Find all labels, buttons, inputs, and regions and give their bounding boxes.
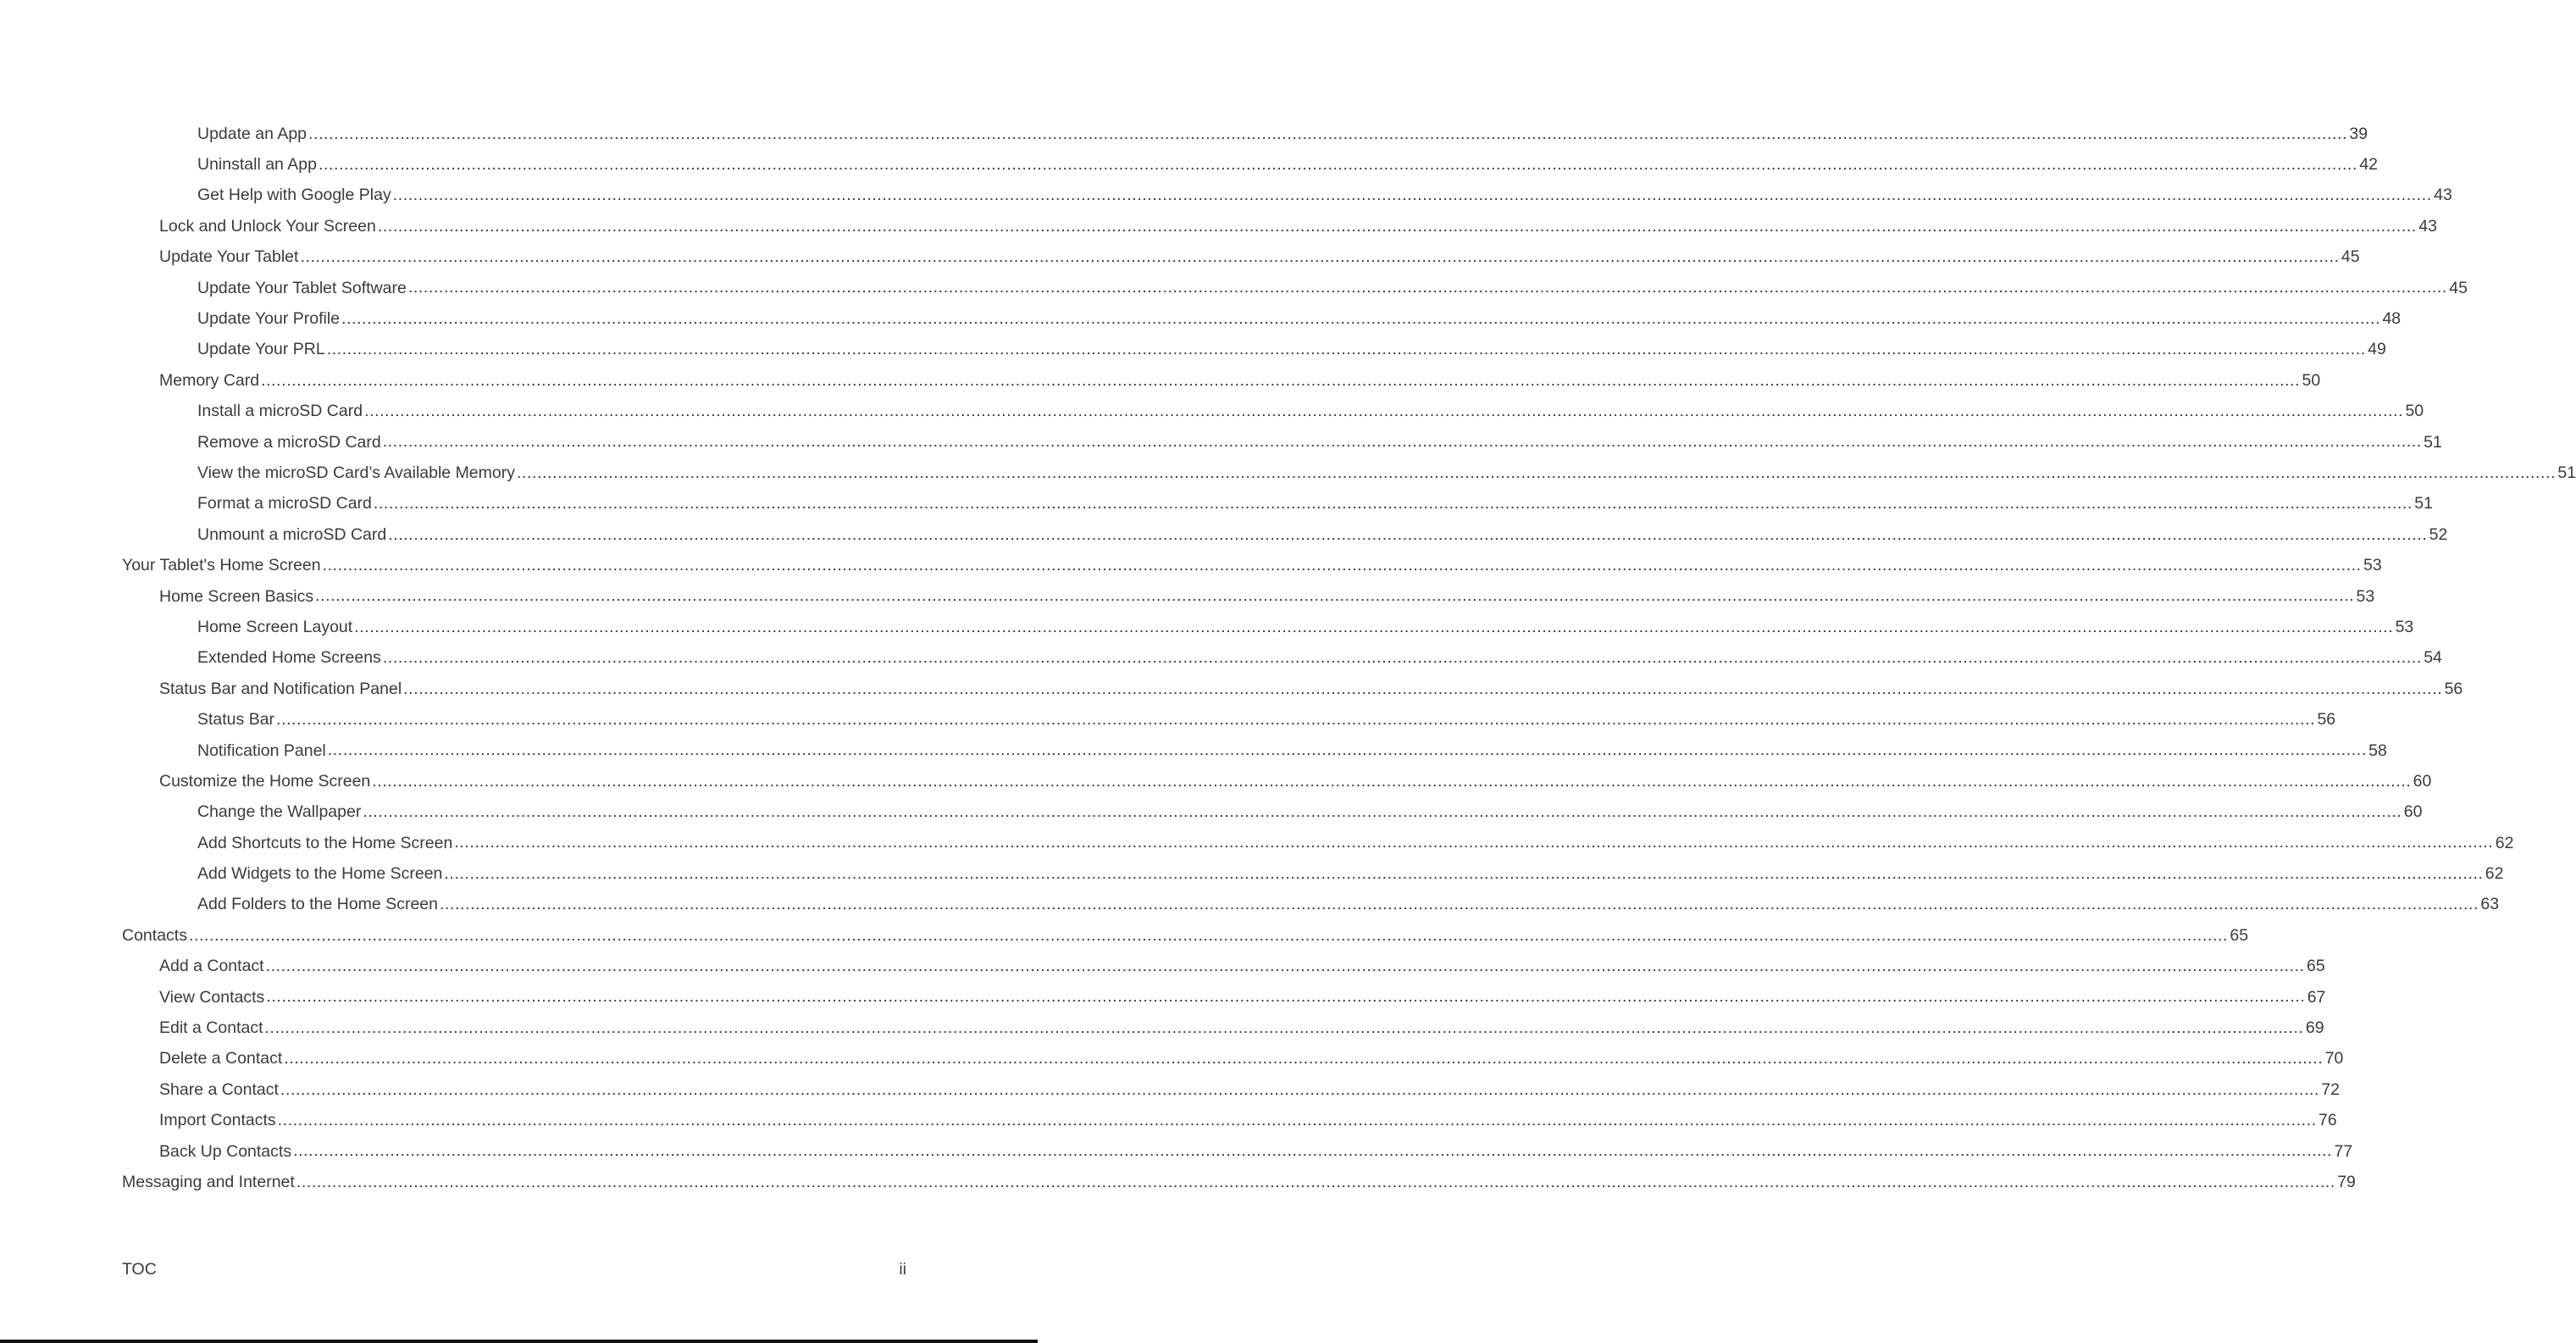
toc-leader-dots: ................................................................................................................................................................................................................................................................................................................................................................................................................ (300, 247, 2340, 267)
toc-entry-title[interactable]: Update Your PRL (197, 340, 325, 359)
toc-entry-page[interactable]: 60 (2413, 771, 2432, 791)
toc-entry-page[interactable]: 51 (2557, 463, 2576, 482)
toc-entry[interactable] (0, 397, 2424, 427)
toc-entry-title[interactable]: Status Bar and Notification Panel (159, 679, 402, 698)
toc-entry-page[interactable]: 43 (2418, 216, 2437, 236)
toc-entry-page[interactable]: 62 (2495, 833, 2514, 852)
toc-leader-dots: ................................................................................................................................................................................................................................................................................................................................................................................................................ (444, 863, 2484, 883)
toc-entry-title[interactable]: Install a microSD Card (197, 402, 363, 421)
toc-entry-title[interactable]: Notification Panel (197, 741, 326, 760)
toc-entry[interactable] (0, 335, 2386, 365)
toc-entry[interactable] (0, 1167, 2356, 1197)
footer-section-label: TOC (122, 1260, 157, 1279)
toc-entry-title[interactable]: Extended Home Screens (197, 648, 381, 668)
toc-entry-page[interactable]: 54 (2424, 648, 2442, 668)
toc-entry-page[interactable]: 53 (2395, 617, 2414, 636)
toc-leader-dots: ................................................................................................................................................................................................................................................................................................................................................................................................................ (372, 771, 2412, 791)
toc-entry-page[interactable]: 58 (2368, 741, 2387, 760)
toc-entry-page[interactable]: 48 (2382, 309, 2401, 329)
toc-leader-dots: ................................................................................................................................................................................................................................................................................................................................................................................................................ (293, 1141, 2333, 1161)
toc-entry-page[interactable]: 50 (2405, 402, 2424, 421)
toc-entry[interactable] (0, 489, 2433, 519)
toc-entry[interactable] (0, 920, 2249, 951)
toc-leader-dots: ................................................................................................................................................................................................................................................................................................................................................................................................................ (364, 402, 2404, 421)
toc-leader-dots: ................................................................................................................................................................................................................................................................................................................................................................................................................ (382, 432, 2422, 452)
toc-leader-dots: ................................................................................................................................................................................................................................................................................................................................................................................................................ (296, 1172, 2335, 1191)
toc-entry-title[interactable]: Add Folders to the Home Screen (197, 895, 438, 914)
toc-entry-title[interactable]: Messaging and Internet (122, 1172, 295, 1191)
toc-leader-dots: ................................................................................................................................................................................................................................................................................................................................................................................................................ (266, 987, 2306, 1007)
toc-entry-page[interactable]: 56 (2317, 710, 2336, 730)
toc-leader-dots: ................................................................................................................................................................................................................................................................................................................................................................................................................ (276, 709, 2316, 729)
toc-entry-page[interactable]: 69 (2305, 1018, 2324, 1038)
toc-entry-title[interactable]: Edit a Contact (159, 1018, 263, 1038)
toc-entry-page[interactable]: 70 (2324, 1049, 2344, 1068)
toc-entry-title[interactable]: Contacts (122, 925, 187, 945)
toc-entry-page[interactable]: 50 (2302, 370, 2321, 390)
toc-entry-page[interactable]: 51 (2414, 494, 2433, 513)
toc-entry[interactable] (0, 982, 2326, 1013)
toc-entry-page[interactable]: 43 (2434, 186, 2452, 205)
toc-entry[interactable] (0, 952, 2325, 982)
toc-leader-dots: ................................................................................................................................................................................................................................................................................................................................................................................................................ (265, 957, 2305, 976)
toc-entry-page[interactable]: 77 (2334, 1141, 2353, 1161)
toc-leader-dots: ................................................................................................................................................................................................................................................................................................................................................................................................................ (284, 1049, 2324, 1068)
toc-entry[interactable] (0, 890, 2500, 920)
toc-entry-title[interactable]: Update Your Tablet (159, 247, 299, 267)
toc-entry[interactable] (0, 427, 2442, 458)
toc-entry[interactable] (0, 149, 2379, 180)
toc-entry-title[interactable]: Status Bar (197, 710, 275, 730)
toc-entry-title[interactable]: Share a Contact (159, 1079, 279, 1099)
toc-leader-dots: ................................................................................................................................................................................................................................................................................................................................................................................................................ (327, 741, 2367, 760)
toc-leader-dots: ................................................................................................................................................................................................................................................................................................................................................................................................................ (277, 1111, 2317, 1129)
toc-entry[interactable] (0, 273, 2468, 303)
toc-entry-title[interactable]: Format a microSD Card (197, 494, 372, 513)
toc-entry[interactable] (0, 365, 2321, 396)
toc-entry-page[interactable]: 45 (2449, 278, 2468, 297)
toc-entry-title[interactable]: Memory Card (159, 370, 260, 390)
toc-leader-dots: ................................................................................................................................................................................................................................................................................................................................................................................................................ (373, 494, 2413, 513)
toc-entry[interactable] (0, 674, 2463, 704)
toc-entry[interactable] (0, 519, 2448, 550)
toc-entry-page[interactable]: 76 (2318, 1111, 2337, 1130)
toc-entry[interactable] (0, 612, 2414, 642)
toc-entry-page[interactable]: 53 (2356, 586, 2375, 606)
toc-entry[interactable] (0, 211, 2437, 241)
toc-leader-dots: ................................................................................................................................................................................................................................................................................................................................................................................................................ (388, 524, 2428, 544)
toc-entry-title[interactable]: Add a Contact (159, 957, 264, 976)
toc-leader-dots: ................................................................................................................................................................................................................................................................................................................................................................................................................ (280, 1079, 2320, 1099)
toc-entry-page[interactable]: 65 (2230, 925, 2249, 945)
toc-entry-title[interactable]: Uninstall an App (197, 155, 317, 175)
toc-entry-title[interactable]: Remove a microSD Card (197, 432, 381, 452)
toc-leader-dots: ................................................................................................................................................................................................................................................................................................................................................................................................................ (403, 679, 2443, 698)
toc-leader-dots: ................................................................................................................................................................................................................................................................................................................................................................................................................ (341, 308, 2381, 328)
toc-entry-title[interactable]: Customize the Home Screen (159, 771, 371, 791)
toc-entry[interactable] (0, 1044, 2344, 1074)
toc-entry[interactable] (0, 1013, 2324, 1043)
table-of-contents (0, 119, 2576, 1198)
toc-entry-page[interactable]: 65 (2306, 957, 2325, 976)
toc-leader-dots: ................................................................................................................................................................................................................................................................................................................................................................................................................ (517, 463, 2557, 482)
toc-leader-dots: ................................................................................................................................................................................................................................................................................................................................................................................................................ (318, 154, 2358, 174)
toc-entry-page[interactable]: 42 (2359, 155, 2379, 175)
footer-page-number: ii (899, 1260, 906, 1279)
toc-entry[interactable] (0, 242, 2360, 273)
toc-entry[interactable] (0, 458, 2576, 488)
toc-entry[interactable] (0, 766, 2432, 796)
toc-entry-title[interactable]: Unmount a microSD Card (197, 524, 387, 544)
toc-leader-dots: ................................................................................................................................................................................................................................................................................................................................................................................................................ (261, 370, 2301, 390)
toc-leader-dots: ................................................................................................................................................................................................................................................................................................................................................................................................................ (308, 124, 2348, 143)
bottom-rule (0, 1340, 1038, 1343)
toc-entry-title[interactable]: Get Help with Google Play (197, 186, 391, 205)
toc-entry-title[interactable]: Lock and Unlock Your Screen (159, 216, 376, 236)
toc-entry-title[interactable]: Add Widgets to the Home Screen (197, 864, 443, 884)
toc-entry-title[interactable]: Add Shortcuts to the Home Screen (197, 833, 453, 852)
toc-entry-page[interactable]: 72 (2321, 1079, 2341, 1099)
toc-entry-title[interactable]: Delete a Contact (159, 1049, 283, 1068)
toc-leader-dots: ................................................................................................................................................................................................................................................................................................................................................................................................................ (264, 1018, 2304, 1037)
toc-leader-dots: ................................................................................................................................................................................................................................................................................................................................................................................................................ (315, 586, 2355, 606)
toc-leader-dots: ................................................................................................................................................................................................................................................................................................................................................................................................................ (377, 216, 2417, 236)
toc-entry-title[interactable]: Update an App (197, 124, 307, 143)
toc-entry[interactable] (0, 1136, 2353, 1167)
toc-leader-dots: ................................................................................................................................................................................................................................................................................................................................................................................................................ (454, 833, 2494, 852)
toc-leader-dots: ................................................................................................................................................................................................................................................................................................................................................................................................................ (322, 555, 2362, 574)
toc-entry[interactable] (0, 643, 2442, 674)
toc-entry[interactable] (0, 180, 2452, 211)
toc-entry-title[interactable]: Your Tablet's Home Screen (122, 556, 321, 575)
toc-entry[interactable] (0, 303, 2401, 334)
toc-entry-title[interactable]: View Contacts (159, 987, 265, 1007)
toc-entry-page[interactable]: 51 (2424, 432, 2442, 452)
toc-entry-title[interactable]: Import Contacts (159, 1111, 276, 1130)
toc-entry-title[interactable]: Change the Wallpaper (197, 802, 362, 822)
toc-entry-page[interactable]: 67 (2307, 987, 2326, 1007)
toc-leader-dots: ................................................................................................................................................................................................................................................................................................................................................................................................................ (188, 925, 2229, 945)
toc-entry[interactable] (0, 581, 2375, 612)
toc-entry[interactable] (0, 828, 2514, 858)
toc-entry[interactable] (0, 1106, 2337, 1136)
toc-leader-dots: ................................................................................................................................................................................................................................................................................................................................................................................................................ (354, 617, 2394, 636)
toc-entry[interactable] (0, 797, 2423, 828)
toc-leader-dots: ................................................................................................................................................................................................................................................................................................................................................................................................................ (382, 648, 2422, 668)
toc-entry-page[interactable]: 53 (2363, 556, 2382, 575)
toc-entry[interactable] (0, 119, 2368, 149)
toc-leader-dots: ................................................................................................................................................................................................................................................................................................................................................................................................................ (407, 278, 2447, 297)
toc-entry-page[interactable]: 60 (2403, 802, 2423, 822)
toc-entry-title[interactable]: Update Your Profile (197, 309, 341, 329)
toc-entry[interactable] (0, 550, 2382, 580)
toc-leader-dots: ................................................................................................................................................................................................................................................................................................................................................................................................................ (326, 340, 2366, 359)
toc-entry[interactable] (0, 704, 2336, 735)
toc-leader-dots: ................................................................................................................................................................................................................................................................................................................................................................................................................ (439, 895, 2479, 914)
toc-entry-page[interactable]: 56 (2444, 679, 2463, 698)
toc-entry-title[interactable]: Update Your Tablet Software (197, 278, 407, 297)
toc-entry-title[interactable]: Home Screen Layout (197, 617, 353, 636)
toc-entry[interactable] (0, 1074, 2341, 1105)
toc-entry[interactable] (0, 735, 2387, 766)
toc-entry-page[interactable]: 62 (2485, 864, 2504, 884)
toc-entry-title[interactable]: View the microSD Card’s Available Memory (197, 463, 515, 482)
toc-leader-dots: ................................................................................................................................................................................................................................................................................................................................................................................................................ (363, 802, 2402, 822)
toc-entry-page[interactable]: 52 (2429, 524, 2448, 544)
toc-entry-page[interactable]: 49 (2368, 340, 2386, 359)
toc-entry-page[interactable]: 45 (2341, 247, 2360, 267)
toc-entry-page[interactable]: 63 (2480, 895, 2500, 914)
toc-leader-dots: ................................................................................................................................................................................................................................................................................................................................................................................................................ (392, 186, 2432, 205)
toc-entry-page[interactable]: 39 (2349, 124, 2368, 143)
page-footer (122, 1260, 906, 1279)
toc-entry[interactable] (0, 858, 2504, 889)
toc-entry-title[interactable]: Home Screen Basics (159, 586, 314, 606)
toc-entry-page[interactable]: 79 (2337, 1172, 2356, 1191)
toc-entry-title[interactable]: Back Up Contacts (159, 1141, 292, 1161)
